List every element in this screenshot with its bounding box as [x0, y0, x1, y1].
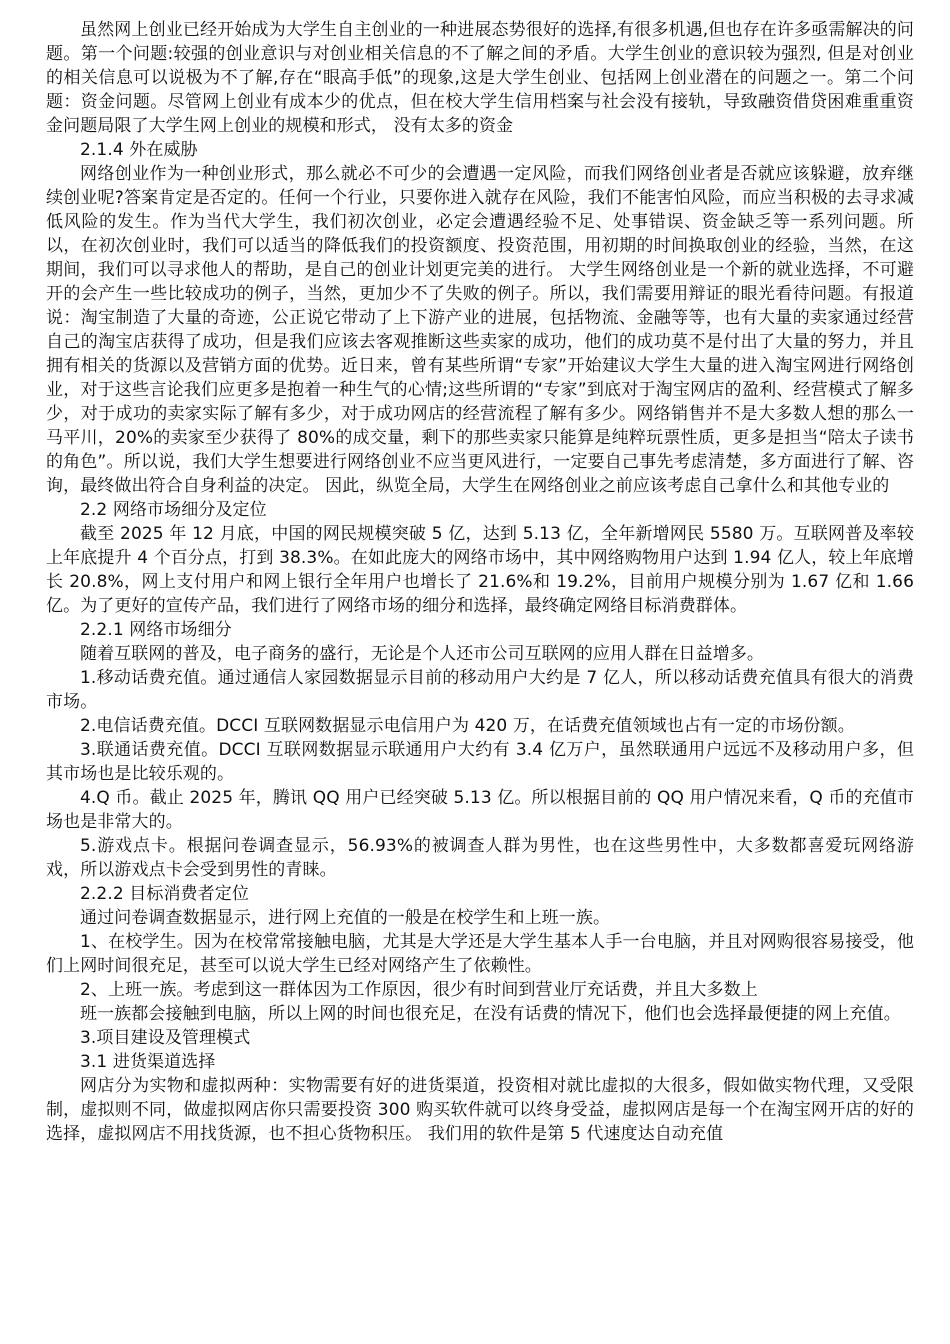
segmentation-intro-paragraph: 随着互联网的普及，电子商务的盛行，无论是个人还市公司互联网的应用人群在日益增多。: [80, 644, 764, 664]
target-intro-paragraph: 通过问卷调查数据显示，进行网上充值的一般是在校学生和上班一族。: [80, 908, 611, 928]
target-item-workers-continued: 班一族都会接触到电脑，所以上网的时间也很充足，在没有话费的情况下，他们也会选择最便捷的网上充值。: [80, 1004, 901, 1024]
section-heading-2-2-1: 2.2.1 网络市场细分: [80, 620, 232, 640]
section-heading-3: 3.项目建设及管理模式: [80, 1028, 251, 1048]
segment-item-qcoin: 4.Q 币。截止 2025 年，腾讯 QQ 用户已经突破 5.13 亿。所以根据目前的 QQ 用户情况来看，Q 币的充值市场也是非常大的。: [46, 788, 914, 832]
section-heading-2-2-2: 2.2.2 目标消费者定位: [80, 884, 249, 904]
threats-paragraph: 网络创业作为一种创业形式，那么就必不可少的会遭遇一定风险，而我们网络创业者是否就应该躲避，放弃继续创业呢?答案肯定是否定的。任何一个行业，只要你进入就存在风险，我们不能害怕风险，而应当积极的去寻求减低风险的发生。作为当代大学生，我们初次创业，必定会遭遇经验不足、处事错误、资金缺乏等一系列问题。所以，在初次创业时，我们可以适当的降低我们的投资额度、投资范围，用初期的时间换取创业的经验，当然，在这期间，我们可以寻求他人的帮助，是自己的创业计划更完美的进行。 大学生网络创业是一个新的就业选择，不可避开的会产生一些比较成功的例子，当然，更加少不了失败的例子。所以，我们需要用辩证的眼光看待问题。有报道说：淘宝制造了大量的奇迹，公正说它带动了上下游产业的进展，包括物流、金融等等，也有大量的卖家通过经营自己的淘宝店获得了成功，但是我们应该去客观推断这些卖家的成功，他们的成功莫不是付出了大量的努力，并且拥有相关的货源以及营销方面的优势。近日来，曾有某些所谓“专家”开始建议大学生大量的进入淘宝网进行网络创业，对于这些言论我们应更多是抱着一种生气的心情;这些所谓的“专家”到底对于淘宝网店的盈利、经营模式了解多少，对于成功的卖家实际了解有多少，对于成功网店的经营流程了解有多少。网络销售并不是大多数人想的那么一马平川，20%的卖家至少获得了 80%的成交量，剩下的那些卖家只能算是纯粹玩票性质，更多是担当“陪太子读书的角色”。所以说，我们大学生想要进行网络创业不应当更风进行，一定要自己事先考虑清楚，多方面进行了解、咨询，最终做出符合自身利益的决定。 因此，纵览全局，大学生在网络创业之前应该考虑自己拿什么和其他专业的: [46, 164, 914, 496]
supply-channel-paragraph: 网店分为实物和虚拟两种：实物需要有好的进货渠道，投资相对就比虚拟的大很多，假如做实物代理，又受限制，虚拟则不同，做虚拟网店你只需要投资 300 购买软件就可以终身受益，虚拟网店是每一个在淘宝网开店的好的选择，虚拟网店不用找货源，也不担心货物积压。 我们用的软件是第 5 代速度达自动充值: [46, 1076, 914, 1144]
section-heading-2-1-4: 2.1.4 外在威胁: [80, 140, 198, 160]
market-size-paragraph: 截至 2025 年 12 月底，中国的网民规模突破 5 亿，达到 5.13 亿，全年新增网民 5580 万。互联网普及率较上年底提升 4 个百分点，打到 38.3%。在如此庞大的网络市场中，其中网络购物用户达到 1.94 亿人，较上年底增长 20.8%，网上支付用户和网上银行全年用户也增长了 21.6%和 19.2%，目前用户规模分别为 1.67 亿和 1.66 亿。为了更好的宣传产品，我们进行了网络市场的细分和选择，最终确定网络目标消费群体。: [46, 524, 914, 616]
segment-item-telecom: 2.电信话费充值。DCCI 互联网数据显示电信用户为 420 万，在话费充值领域也占有一定的市场份额。: [80, 716, 855, 736]
target-item-workers: 2、上班一族。考虑到这一群体因为工作原因，很少有时间到营业厅充话费，并且大多数上: [80, 980, 758, 1000]
segment-item-unicom: 3.联通话费充值。DCCI 互联网数据显示联通用户大约有 3.4 亿万户，虽然联通用户远远不及移动用户多，但其市场也是比较乐观的。: [46, 740, 914, 784]
segment-item-game-card: 5.游戏点卡。根据问卷调查显示，56.93%的被调查人群为男性，也在这些男性中，大多数都喜爱玩网络游戏，所以游戏点卡会受到男性的青睐。: [46, 836, 914, 880]
segment-item-mobile: 1.移动话费充值。通过通信人家园数据显示目前的移动用户大约是 7 亿人，所以移动话费充值具有很大的消费市场。: [46, 668, 914, 712]
target-item-students: 1、在校学生。因为在校常常接触电脑，尤其是大学还是大学生基本人手一台电脑，并且对网购很容易接受，他们上网时间很充足，甚至可以说大学生已经对网络产生了依赖性。: [46, 932, 914, 976]
section-heading-3-1: 3.1 进货渠道选择: [80, 1052, 216, 1072]
intro-paragraph: 虽然网上创业已经开始成为大学生自主创业的一种进展态势很好的选择,有很多机遇,但也存在许多亟需解决的问题。第一个问题:较强的创业意识与对创业相关信息的不了解之间的矛盾。大学生创业的意识较为强烈, 但是对创业的相关信息可以说极为不了解,存在“眼高手低”的现象,这是大学生创业、包括网上创业潜在的问题之一。第二个问题：资金问题。尽管网上创业有成本少的优点，但在校大学生信用档案与社会没有接轨，导致融资借贷困难重重资金问题局限了大学生网上创业的规模和形式， 没有太多的资金: [46, 20, 914, 136]
section-heading-2-2: 2.2 网络市场细分及定位: [80, 500, 267, 520]
